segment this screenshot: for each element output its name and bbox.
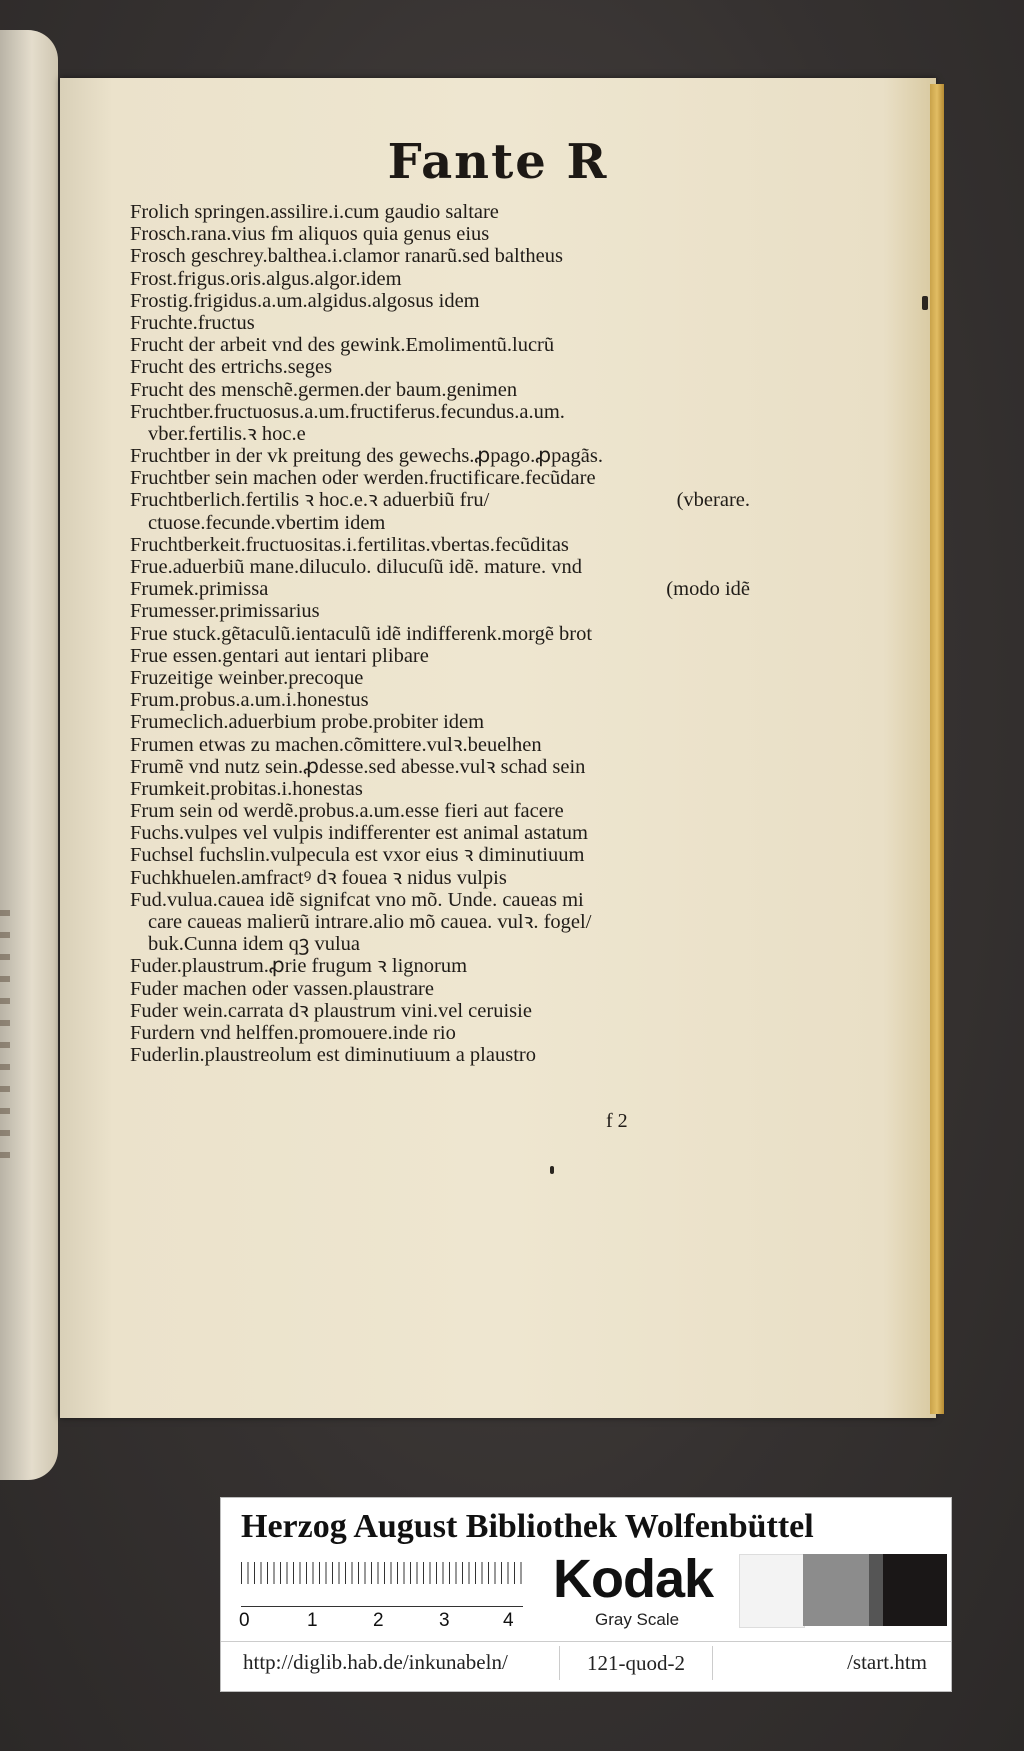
- text-line-content: Frucht des menschẽ.germen.der baum.genimen: [130, 378, 518, 401]
- url-suffix: /start.htm: [847, 1650, 927, 1674]
- library-target-card: [220, 1497, 952, 1692]
- text-line-margin-note: (modo idẽ: [666, 578, 750, 601]
- url-prefix: http://diglib.hab.de/inkunabeln/: [243, 1650, 508, 1674]
- text-line: [130, 245, 750, 267]
- text-line-content: buk.Cunna idem qꝫ vulua: [148, 933, 361, 956]
- facing-page-text-remnant: [0, 910, 10, 1170]
- text-line-content: Frosch geschrey.balthea.i.clamor ranarũ.sed baltheus: [130, 245, 563, 268]
- book-page: [60, 78, 936, 1418]
- text-line: [130, 201, 750, 223]
- text-line: [130, 978, 750, 1000]
- text-line: [130, 623, 750, 645]
- url-code: 121-quod-2: [559, 1646, 713, 1680]
- text-line: [130, 778, 750, 800]
- text-line: [130, 734, 750, 756]
- text-line: [130, 844, 750, 866]
- text-line: [130, 955, 750, 977]
- text-line-content: Frum sein od werdẽ.probus.a.um.esse fieri aut facere: [130, 800, 564, 823]
- text-line-content: Fruchtberkeit.fructuositas.i.fertilitas.vbertas.fecũditas: [130, 533, 569, 556]
- ruler-number: 0: [239, 1610, 250, 1631]
- text-line-content: Frumẽ vnd nutz sein.ꝓdesse.sed abesse.vulꝛ schad sein: [130, 755, 586, 778]
- text-line: [130, 822, 750, 844]
- text-line: [130, 689, 750, 711]
- facing-page-edge: [0, 30, 58, 1480]
- text-line-content: Frosch.rana.vius fm aliquos quia genus eius: [130, 223, 490, 246]
- text-line-content: Frumen etwas zu machen.cõmittere.vulꝛ.beuelhen: [130, 733, 542, 756]
- gray-swatch-dark: [869, 1554, 883, 1626]
- text-line-content: Fuderlin.plaustreolum est diminutiuum a plaustro: [130, 1044, 536, 1067]
- text-line: [130, 512, 750, 534]
- text-line: [130, 756, 750, 778]
- text-line: [130, 1044, 750, 1066]
- text-line-content: Fuder.plaustrum.ꝓrie frugum ꝛ lignorum: [130, 955, 468, 978]
- text-line-content: Fruchte.fructus: [130, 311, 255, 334]
- text-line: [130, 1022, 750, 1044]
- ink-speck: [922, 296, 928, 310]
- text-line-content: Frum.probus.a.um.i.honestus: [130, 689, 369, 712]
- text-line-content: Frue.aduerbiũ mane.diluculo. dilucuſũ idẽ. mature. vnd: [130, 556, 583, 578]
- text-line: [130, 423, 750, 445]
- text-line-content: care caueas malierũ intrare.alio mõ cauea. vulꝛ. fogel/: [148, 911, 592, 933]
- text-line: [130, 1000, 750, 1022]
- text-line: [130, 578, 750, 600]
- text-line: [130, 645, 750, 667]
- text-line: [130, 379, 750, 401]
- running-head: Fante R: [387, 134, 609, 190]
- text-line-content: Fuchkhuelen.amfractꝰ dꝛ fouea ꝛ nidus vulpis: [130, 866, 507, 889]
- signature-mark: f 2: [606, 1110, 628, 1132]
- text-line-content: Frucht der arbeit vnd des gewink.Emolimentũ.lucrũ: [130, 334, 555, 357]
- library-title: Herzog August Bibliothek Wolfenbüttel: [241, 1508, 814, 1545]
- text-line-content: ctuose.fecunde.vbertim idem: [148, 511, 386, 534]
- text-line-content: Fruchtber.fructuosus.a.um.fructiferus.fecundus.a.um.: [130, 400, 565, 423]
- dictionary-text-block: [130, 201, 750, 1066]
- text-line: [130, 556, 750, 578]
- text-line-content: Furdern vnd helffen.promouere.inde rio: [130, 1021, 456, 1044]
- text-line: [130, 445, 750, 467]
- kodak-logo: Kodak: [553, 1549, 714, 1609]
- gray-scale-label: Gray Scale: [595, 1610, 680, 1629]
- text-line-content: Frue essen.gentari aut ientari plibare: [130, 644, 429, 667]
- text-line-content: Frumesser.primissarius: [130, 600, 320, 623]
- text-line: [130, 800, 750, 822]
- text-line-content: Frue stuck.gẽtaculũ.ientaculũ idẽ indifferenk.morgẽ brot: [130, 622, 593, 645]
- gilt-page-edge: [930, 84, 944, 1414]
- text-line: [130, 290, 750, 312]
- text-line: [130, 223, 750, 245]
- text-line: [130, 489, 750, 511]
- text-line: [130, 711, 750, 733]
- ruler-number: 3: [439, 1610, 450, 1631]
- text-line-content: Fruchtber in der vk preitung des gewechs.ꝓpago.ꝓpagãs.: [130, 445, 603, 468]
- text-line: [130, 268, 750, 290]
- gray-swatch-white: [739, 1554, 805, 1628]
- text-line-content: Fuder machen oder vassen.plaustrare: [130, 977, 434, 1000]
- text-line-content: Frostig.frigidus.a.um.algidus.algosus idem: [130, 289, 480, 312]
- ruler-number: 4: [503, 1610, 514, 1631]
- gray-swatch-black: [883, 1554, 947, 1626]
- text-line: [130, 933, 750, 955]
- text-line-content: Fuchsel fuchslin.vulpecula est vxor eius ꝛ diminutiuum: [130, 844, 585, 867]
- text-line-content: Fuder wein.carrata dꝛ plaustrum vini.vel ceruisie: [130, 999, 532, 1022]
- text-line: [130, 334, 750, 356]
- text-line-content: Fruzeitige weinber.precoque: [130, 666, 364, 689]
- text-line: [130, 356, 750, 378]
- text-line: [130, 401, 750, 423]
- gray-swatch-mid: [803, 1554, 869, 1626]
- text-line: [130, 911, 750, 933]
- text-line: [130, 534, 750, 556]
- text-line-content: Frumeclich.aduerbium probe.probiter idem: [130, 711, 485, 734]
- text-line-content: Fuchs.vulpes vel vulpis indifferenter est animal astatum: [130, 822, 588, 845]
- ink-speck: [550, 1166, 554, 1174]
- card-divider: [221, 1641, 951, 1642]
- text-line-content: Fruchtber sein machen oder werden.fructificare.fecũdare: [130, 467, 596, 490]
- text-line-content: Frost.frigus.oris.algus.algor.idem: [130, 267, 402, 290]
- scale-ruler: [241, 1562, 523, 1607]
- text-line: [130, 867, 750, 889]
- text-line-content: Frumek.primissa: [130, 578, 269, 601]
- ruler-number: 1: [307, 1610, 318, 1631]
- text-line-content: Frumkeit.probitas.i.honestas: [130, 777, 363, 800]
- text-line: [130, 467, 750, 489]
- text-line-content: Fud.vulua.cauea idẽ signifcat vno mõ. Unde. caueas mi: [130, 888, 584, 911]
- text-line-content: vber.fertilis.ꝛ hoc.e: [148, 422, 306, 445]
- ruler-number: 2: [373, 1610, 384, 1631]
- text-line: [130, 600, 750, 622]
- text-line-content: Frucht des ertrichs.seges: [130, 356, 333, 379]
- text-line-margin-note: (vberare.: [676, 489, 750, 512]
- text-line-content: Frolich springen.assilire.i.cum gaudio saltare: [130, 201, 499, 223]
- text-line: [130, 889, 750, 911]
- text-line: [130, 312, 750, 334]
- text-line-content: Fruchtberlich.fertilis ꝛ hoc.e.ꝛ aduerbiũ fru/: [130, 489, 490, 512]
- text-line: [130, 667, 750, 689]
